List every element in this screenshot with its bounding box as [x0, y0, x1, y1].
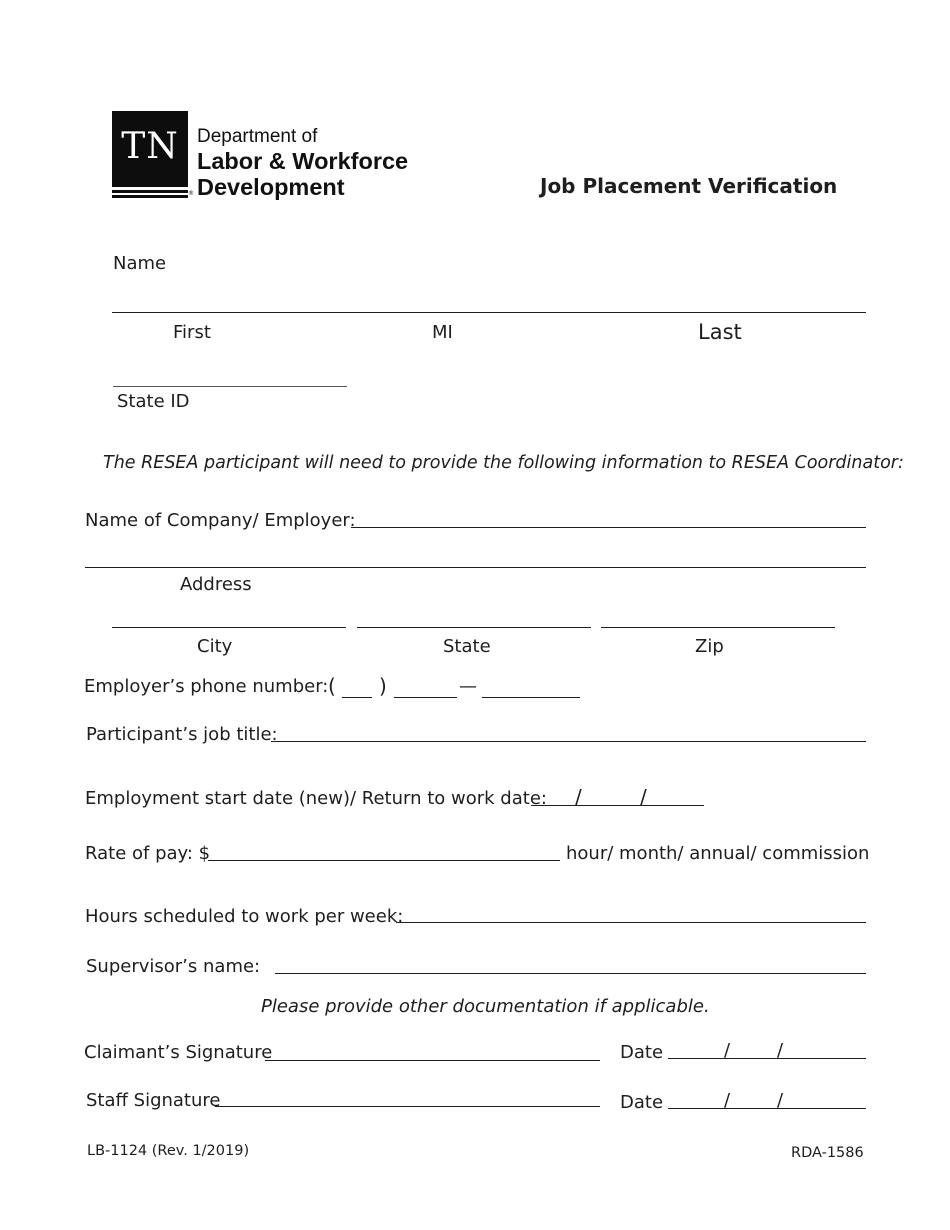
hours-label: Hours scheduled to work per week:	[85, 906, 404, 927]
rate-of-pay-label: Rate of pay: $	[85, 843, 211, 864]
start-date-field[interactable]	[531, 805, 704, 806]
logo-line-1: Department of	[197, 126, 318, 147]
middle-initial-label: MI	[432, 322, 453, 343]
state-id-field[interactable]	[113, 386, 347, 387]
staff-date-label: Date	[620, 1092, 664, 1113]
start-date-label: Employment start date (new)/ Return to work date:	[85, 788, 547, 809]
logo-line-3: Development	[197, 174, 345, 200]
logo-bar	[112, 195, 188, 198]
start-date-slash: /	[575, 785, 582, 809]
company-field[interactable]	[351, 527, 866, 528]
city-field[interactable]	[112, 627, 346, 628]
hours-field[interactable]	[396, 922, 866, 923]
address-field[interactable]	[85, 567, 866, 568]
name-field[interactable]	[112, 312, 866, 313]
rda-number: RDA-1586	[791, 1145, 864, 1161]
logo-line-2: Labor & Workforce	[197, 148, 409, 174]
supervisor-label: Supervisor’s name:	[86, 956, 261, 977]
staff-signature-field[interactable]	[215, 1106, 600, 1107]
zip-field[interactable]	[601, 627, 835, 628]
phone-area-code-field[interactable]	[342, 697, 372, 698]
phone-paren-open: (	[328, 674, 336, 698]
staff-date-slash: /	[724, 1090, 731, 1111]
name-label: Name	[113, 253, 167, 274]
staff-date-field[interactable]	[668, 1108, 866, 1109]
form-number: LB-1124 (Rev. 1/2019)	[87, 1143, 250, 1159]
state-label: State	[443, 636, 491, 657]
first-name-label: First	[173, 322, 211, 343]
zip-label: Zip	[695, 636, 724, 657]
claimant-signature-field[interactable]	[265, 1060, 600, 1061]
tn-logo-text: TN	[121, 126, 179, 167]
claimant-date-slash: /	[724, 1040, 731, 1061]
state-id-label: State ID	[117, 391, 190, 412]
claimant-signature-label: Claimant’s Signature	[84, 1042, 273, 1063]
company-label: Name of Company/ Employer:	[85, 510, 356, 531]
phone-label: Employer’s phone number:	[84, 676, 329, 697]
phone-dash: —	[459, 676, 477, 697]
phone-line-number-field[interactable]	[482, 697, 580, 698]
registered-mark: ®	[188, 190, 194, 197]
start-date-slash: /	[640, 785, 647, 809]
city-label: City	[197, 636, 233, 657]
state-field[interactable]	[357, 627, 591, 628]
tn-logo-box	[112, 111, 188, 187]
job-title-label: Participant’s job title:	[86, 724, 278, 745]
phone-paren-close: )	[379, 674, 387, 698]
job-title-field[interactable]	[271, 741, 866, 742]
rate-units-text: hour/ month/ annual/ commission	[566, 843, 870, 864]
instructions-text: The RESEA participant will need to provide the following information to RESEA Coordinator:	[103, 453, 904, 473]
claimant-date-field[interactable]	[668, 1058, 866, 1059]
documentation-note: Please provide other documentation if applicable.	[261, 996, 710, 1017]
rate-of-pay-field[interactable]	[208, 860, 560, 861]
claimant-date-slash: /	[777, 1040, 784, 1061]
tdlwd-logo	[112, 110, 410, 206]
staff-signature-label: Staff Signature	[86, 1090, 221, 1111]
phone-prefix-field[interactable]	[394, 697, 457, 698]
supervisor-field[interactable]	[275, 973, 866, 974]
form-title: Job Placement Verification	[540, 174, 838, 198]
last-name-label: Last	[698, 320, 742, 344]
address-label: Address	[180, 574, 252, 595]
staff-date-slash: /	[777, 1090, 784, 1111]
claimant-date-label: Date	[620, 1042, 664, 1063]
logo-bar	[112, 190, 188, 193]
